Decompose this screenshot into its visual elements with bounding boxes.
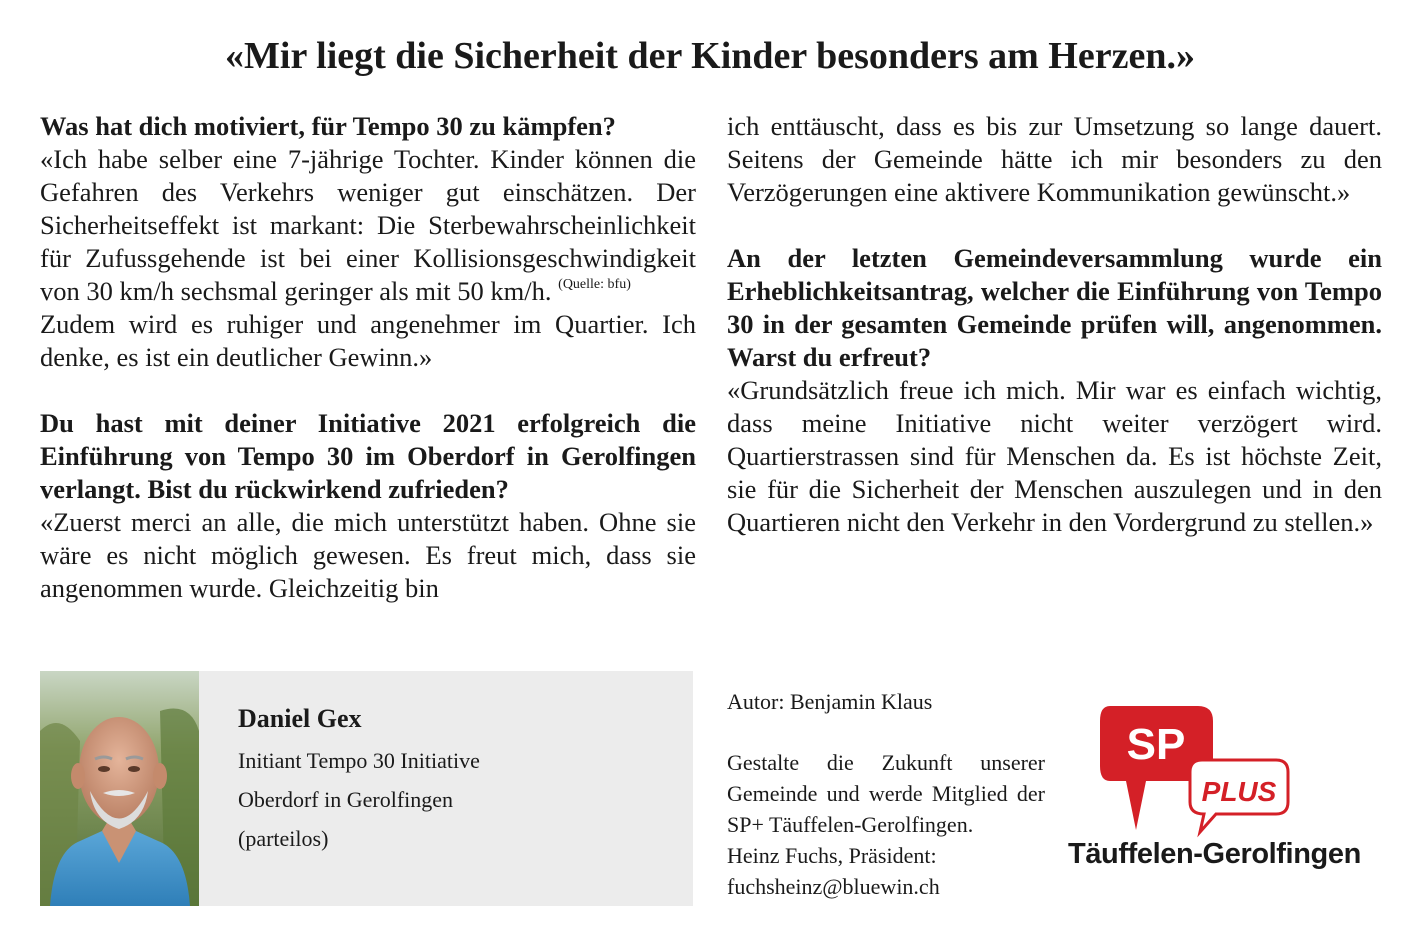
portrait-photo [40,671,199,906]
portrait-illustration [40,671,199,906]
headline: «Mir liegt die Sicherheit der Kinder besonders am Herzen.» [225,35,1195,77]
answer-1 [40,143,696,308]
article-column-right [727,110,1382,539]
question-2: Du hast mit deiner Initiative 2021 erfolgreich die Einführung von Tempo 30 im Oberdorf in Gerolfingen verlangt. Bist du rückwirkend zufrieden? [40,408,696,504]
profile-role: Initiant Tempo 30 Initiative [238,748,480,773]
paragraph-gap [40,374,696,407]
article-column-left [40,110,696,605]
membership-text: Gestalte die Zukunft unserer Gemeinde und werde Mitglied der SP+ Täuffelen-Gerolfingen. [727,750,1045,837]
author-credit: Autor: Benjamin Klaus [727,689,933,714]
logo-plus-text: PLUS [1201,776,1277,807]
question-3: An der letzten Gemeindeversammlung wurde ein Erheblichkeitsantrag, welcher die Einführung von Tempo 30 in der gesamten Gemeinde prüfen will, angenommen. Warst du erfreut? [727,243,1382,372]
profile-name: Daniel Gex [238,704,362,733]
profile-location: Oberdorf in Gerolfingen [238,787,454,812]
contact-name: Heinz Fuchs, Präsident: [727,843,937,868]
source-note: (Quelle: bfu) [558,277,631,292]
membership-note [727,747,1045,902]
question-1: Was hat dich motiviert, für Tempo 30 zu kämpfen? [40,111,616,141]
answer-3: «Grundsätzlich freue ich mich. Mir war es einfach wichtig, dass meine Initiative nicht weiter verzögert wird. Quartierstrassen sind für Menschen da. Es ist höchste Zeit, sie für die Sicherheit der Menschen auszulegen und in den Quartieren nicht den Verkehr in den Vordergrund zu stellen.» [727,375,1382,537]
answer-2-continued: ich enttäuscht, dass es bis zur Umsetzung so lange dauert. Seitens der Gemeinde hätte ich mir besonders zu den Verzögerungen eine aktivere Kommunikation gewünscht.» [727,111,1382,207]
answer-1-text: «Ich habe selber eine 7-jährige Tochter. Kinder können die Gefahren des Verkehrs weniger gut einschätzen. Der Sicherheitseffekt ist markant: Die Sterbewahrscheinlichkeit für Zufussgehende ist bei einer Kollisionsgeschwindigkeit von 30 km/h sechsmal geringer als mit 50 km/h. [40,144,696,306]
profile-box [40,671,693,906]
paragraph-gap [727,209,1382,242]
logo-place-name: Täuffelen-Gerolfingen [1068,838,1361,870]
logo-sp-text: SP [1126,720,1186,769]
answer-1-continued: Zudem wird es ruhiger und angenehmer im Quartier. Ich denke, es ist ein deutlicher Gewinn.» [40,309,696,372]
profile-text [238,701,480,858]
contact-email[interactable]: fuchsheinz@bluewin.ch [727,874,940,899]
profile-affiliation: (parteilos) [238,826,329,851]
answer-2: «Zuerst merci an alle, die mich unterstützt haben. Ohne sie wäre es nicht möglich gewesen. Es freut mich, dass sie angenommen wurde. Gleichzeitig bin [40,507,696,603]
